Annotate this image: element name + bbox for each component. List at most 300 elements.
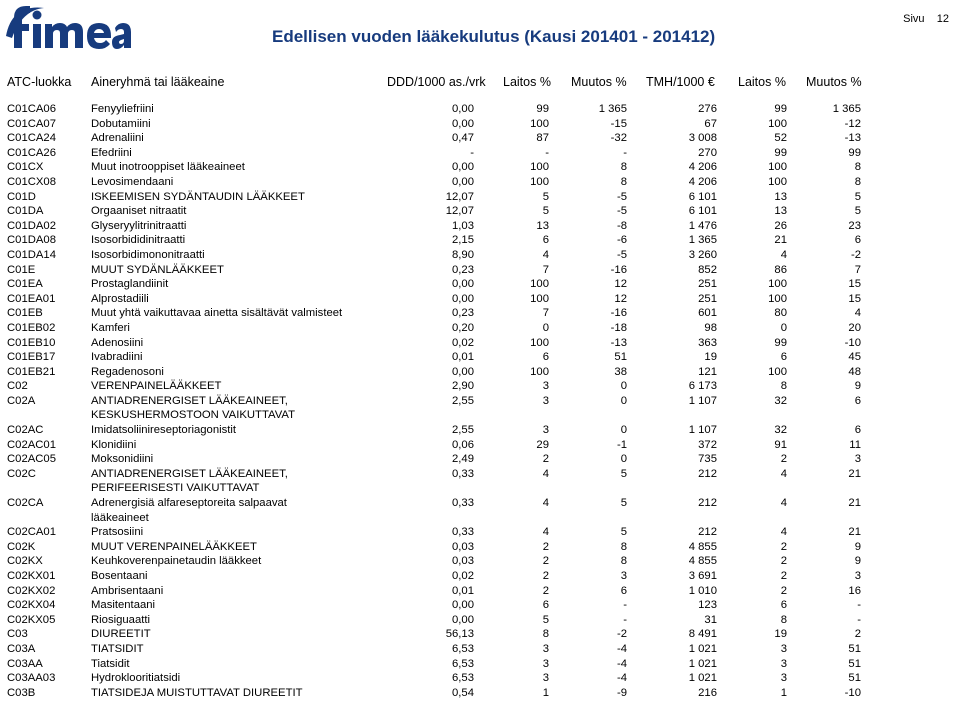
atc-code-cell: C02 (7, 380, 28, 393)
table-row (0, 321, 861, 336)
cost-hospital-share-cell: 80 (774, 307, 787, 320)
table-row (0, 336, 861, 351)
table-row (0, 365, 861, 380)
table-row (0, 263, 861, 278)
substance-name-cell: MUUT VERENPAINELÄÄKKEET (91, 540, 257, 553)
ddd-change-cell: -16 (610, 263, 627, 276)
table-row (0, 584, 861, 599)
cost-cell: 1 021 (688, 672, 717, 685)
cost-cell: 735 (698, 453, 717, 466)
ddd-change-cell: 38 (614, 365, 627, 378)
column-header: TMH/1000 € (646, 75, 715, 89)
substance-name-cell: DIUREETIT (91, 628, 151, 641)
cost-hospital-share-cell: 2 (780, 555, 787, 568)
ddd-cell: 0,02 (452, 336, 474, 349)
cost-cell: 601 (698, 307, 717, 320)
ddd-cell: 8,90 (452, 248, 474, 261)
ddd-change-cell: -4 (616, 672, 627, 685)
atc-code-cell: C01EB02 (7, 321, 56, 334)
ddd-hospital-share-cell: 100 (530, 161, 549, 174)
cost-change-cell: 5 (854, 205, 861, 218)
ddd-hospital-share-cell: 3 (542, 424, 549, 437)
cost-hospital-share-cell: 4 (780, 497, 787, 510)
table-row (0, 525, 861, 540)
ddd-cell: 0,00 (452, 161, 474, 174)
cost-cell: 1 021 (688, 642, 717, 655)
atc-code-cell: C02A (7, 394, 36, 407)
ddd-cell: 0,00 (452, 613, 474, 626)
cost-hospital-share-cell: 32 (774, 394, 787, 407)
cost-cell: 8 491 (688, 628, 717, 641)
substance-name-cell: TIATSIDIT (91, 642, 144, 655)
cost-change-cell: 3 (854, 453, 861, 466)
cost-change-cell: 51 (848, 672, 861, 685)
ddd-hospital-share-cell: 99 (536, 103, 549, 115)
atc-code-cell: C02KX (7, 555, 43, 568)
atc-code-cell: C02KX02 (7, 584, 56, 597)
cost-cell: 3 260 (688, 248, 717, 261)
cost-change-cell: 9 (854, 540, 861, 553)
atc-code-cell: C03B (7, 686, 36, 699)
ddd-cell: 0,03 (452, 555, 474, 568)
substance-name-cell: Tiatsidit (91, 657, 130, 670)
ddd-change-cell: -9 (616, 686, 627, 699)
cost-cell: 6 173 (688, 380, 717, 393)
cost-change-cell: -2 (850, 248, 861, 261)
substance-name-cell: Ivabradiini (91, 351, 143, 364)
ddd-cell: 0,00 (452, 175, 474, 188)
ddd-change-cell: 3 (620, 570, 627, 582)
ddd-change-cell: -8 (616, 219, 627, 232)
ddd-cell: 2,55 (452, 394, 474, 407)
atc-code-cell: C02KX01 (7, 570, 56, 582)
cost-cell: 1 107 (688, 424, 717, 437)
page-title: Edellisen vuoden lääkekulutus (Kausi 201401 - 201412) (272, 27, 716, 46)
cost-hospital-share-cell: 26 (774, 219, 787, 232)
table-row (0, 102, 861, 117)
substance-name-cell: Klonidiini (91, 438, 137, 451)
ddd-change-cell: 5 (620, 467, 627, 480)
atc-code-cell: C01E (7, 263, 36, 276)
ddd-cell: 0,00 (452, 103, 474, 115)
atc-code-cell: C01DA14 (7, 248, 56, 261)
ddd-cell: 0,23 (452, 307, 474, 320)
cost-hospital-share-cell: 2 (780, 584, 787, 597)
cost-hospital-share-cell: 8 (780, 613, 787, 626)
cost-cell: 4 206 (688, 161, 717, 174)
cost-cell: 4 855 (688, 555, 717, 568)
cost-change-cell: 23 (848, 219, 861, 232)
table-row (0, 671, 861, 686)
cost-cell: 6 101 (688, 190, 717, 203)
cost-change-cell: 5 (854, 190, 861, 203)
ddd-change-cell: 5 (620, 526, 627, 539)
cost-hospital-share-cell: 19 (774, 628, 787, 641)
ddd-change-cell: -4 (616, 642, 627, 655)
cost-cell: 121 (698, 365, 717, 378)
column-header: DDD/1000 as./vrk (387, 75, 486, 89)
ddd-cell: 0,00 (452, 365, 474, 378)
cost-hospital-share-cell: 99 (774, 103, 787, 115)
ddd-change-cell: -13 (610, 336, 627, 349)
substance-name-cell: Hydroklooritiatsidi (91, 672, 181, 685)
table-row (0, 175, 861, 190)
substance-name-cell (91, 467, 381, 496)
ddd-hospital-share-cell: 2 (542, 555, 549, 568)
cost-hospital-share-cell: 32 (774, 424, 787, 437)
ddd-hospital-share-cell: 5 (542, 613, 549, 626)
cost-cell: 852 (698, 263, 717, 276)
cost-cell: 1 476 (688, 219, 717, 232)
atc-code-cell: C03AA (7, 657, 43, 670)
cost-cell: 1 010 (688, 584, 717, 597)
ddd-change-cell: - (623, 599, 627, 612)
ddd-cell: 0,23 (452, 263, 474, 276)
atc-code-cell: C01DA02 (7, 219, 56, 232)
cost-cell: 123 (698, 599, 717, 612)
cost-hospital-share-cell: 4 (780, 248, 787, 261)
atc-code-cell: C02AC01 (7, 438, 56, 451)
cost-cell: 1 365 (688, 234, 717, 247)
ddd-hospital-share-cell: 6 (542, 599, 549, 612)
cost-change-cell: -12 (844, 117, 861, 130)
atc-code-cell: C02CA (7, 497, 44, 510)
substance-name-cell: Adenosiini (91, 336, 144, 349)
table-body (0, 102, 861, 700)
ddd-cell: 0,33 (452, 526, 474, 539)
cost-hospital-share-cell: 3 (780, 672, 787, 685)
substance-name-cell: Muut yhtä vaikuttavaa ainetta sisältävät valmisteet (91, 307, 343, 320)
ddd-change-cell: 0 (620, 394, 627, 407)
ddd-change-cell: 0 (620, 380, 627, 393)
cost-change-cell: 3 (854, 570, 861, 582)
atc-code-cell: C01CA24 (7, 132, 56, 145)
atc-code-cell: C01CA07 (7, 117, 56, 130)
substance-name-cell: Prostaglandiinit (91, 278, 169, 291)
cost-hospital-share-cell: 91 (774, 438, 787, 451)
cost-hospital-share-cell: 86 (774, 263, 787, 276)
substance-name-cell (91, 496, 381, 525)
table-row (0, 438, 861, 453)
ddd-hospital-share-cell: 1 (542, 686, 549, 699)
ddd-cell: 0,00 (452, 292, 474, 305)
ddd-hospital-share-cell: 6 (542, 234, 549, 247)
cost-change-cell: - (857, 599, 861, 612)
ddd-hospital-share-cell: 2 (542, 540, 549, 553)
cost-cell: 372 (698, 438, 717, 451)
column-header: ATC-luokka (7, 75, 72, 89)
atc-code-cell: C01EB (7, 307, 43, 320)
cost-cell: 216 (698, 686, 717, 699)
table-row (0, 613, 861, 628)
column-header: Muutos % (571, 75, 627, 89)
ddd-hospital-share-cell: 5 (542, 190, 549, 203)
cost-change-cell: 8 (854, 161, 861, 174)
atc-code-cell: C01EB21 (7, 365, 56, 378)
ddd-change-cell: 0 (620, 453, 627, 466)
atc-code-cell: C02AC (7, 424, 44, 437)
cost-change-cell: 6 (854, 234, 861, 247)
ddd-cell: - (470, 146, 474, 159)
cost-change-cell: -10 (844, 336, 861, 349)
page-indicator (903, 13, 949, 25)
ddd-hospital-share-cell: 100 (530, 336, 549, 349)
atc-code-cell: C03A (7, 642, 36, 655)
cost-hospital-share-cell: 99 (774, 336, 787, 349)
ddd-cell: 2,55 (452, 424, 474, 437)
ddd-change-cell: -4 (616, 657, 627, 670)
column-header: Aineryhmä tai lääkeaine (91, 75, 225, 89)
ddd-cell: 0,00 (452, 117, 474, 130)
ddd-hospital-share-cell: 29 (536, 438, 549, 451)
substance-name-cell: Imidatsoliinireseptoriagonistit (91, 424, 237, 437)
ddd-hospital-share-cell: 3 (542, 672, 549, 685)
table-row (0, 190, 861, 205)
substance-name-cell: TIATSIDEJA MUISTUTTAVAT DIUREETIT (91, 686, 303, 699)
ddd-hospital-share-cell: - (545, 146, 549, 159)
ddd-hospital-share-cell: 100 (530, 292, 549, 305)
atc-code-cell: C02AC05 (7, 453, 56, 466)
ddd-hospital-share-cell: 100 (530, 117, 549, 130)
table-row (0, 160, 861, 175)
table-row (0, 657, 861, 672)
cost-hospital-share-cell: 99 (774, 146, 787, 159)
ddd-cell: 12,07 (445, 190, 474, 203)
substance-name-cell: MUUT SYDÄNLÄÄKKEET (91, 263, 224, 276)
ddd-hospital-share-cell: 4 (542, 248, 549, 261)
cost-hospital-share-cell: 2 (780, 540, 787, 553)
ddd-change-cell: -6 (616, 234, 627, 247)
cost-change-cell: 9 (854, 555, 861, 568)
atc-code-cell: C02C (7, 467, 36, 480)
substance-name-cell: Riosiguaatti (91, 613, 151, 626)
ddd-cell: 0,47 (452, 132, 474, 145)
cost-cell: 4 206 (688, 175, 717, 188)
cost-cell: 212 (698, 497, 717, 510)
ddd-change-cell: -15 (610, 117, 627, 130)
cost-hospital-share-cell: 0 (780, 321, 787, 334)
table-row (0, 627, 861, 642)
ddd-cell: 6,53 (452, 642, 474, 655)
ddd-hospital-share-cell: 2 (542, 584, 549, 597)
cost-cell: 98 (704, 321, 717, 334)
substance-name-cell: Muut inotrooppiset lääkeaineet (91, 161, 245, 174)
cost-change-cell: 15 (848, 278, 861, 291)
ddd-change-cell: 8 (620, 555, 627, 568)
ddd-hospital-share-cell: 87 (536, 132, 549, 145)
ddd-cell: 0,01 (452, 584, 474, 597)
table-row (0, 146, 861, 161)
atc-code-cell: C01DA08 (7, 234, 56, 247)
substance-name-cell: Regadenosoni (91, 365, 164, 378)
cost-hospital-share-cell: 100 (768, 117, 787, 130)
atc-code-cell: C01EA01 (7, 292, 56, 305)
cost-cell: 4 855 (688, 540, 717, 553)
page-label: Sivu (903, 13, 925, 25)
table-row (0, 277, 861, 292)
substance-name-line: ANTIADRENERGISET LÄÄKEAINEET, (91, 394, 288, 407)
table-row (0, 131, 861, 146)
ddd-cell: 2,90 (452, 380, 474, 393)
ddd-hospital-share-cell: 3 (542, 394, 549, 407)
table-row (0, 540, 861, 555)
substance-name-cell: Dobutamiini (91, 117, 151, 130)
substance-name-cell: Isosorbididinitraatti (91, 234, 186, 247)
page-number: 12 (936, 13, 949, 25)
cost-change-cell: 6 (854, 394, 861, 407)
ddd-hospital-share-cell: 7 (542, 307, 549, 320)
column-header: Laitos % (503, 75, 551, 89)
table-row (0, 219, 861, 234)
table-row (0, 292, 861, 307)
substance-name-cell: Isosorbidimononitraatti (91, 248, 205, 261)
substance-name-line: lääkeaineet (91, 511, 149, 524)
atc-code-cell: C01EA (7, 278, 43, 291)
substance-name-cell: Pratsosiini (91, 526, 144, 539)
cost-change-cell: -13 (844, 132, 861, 145)
cost-change-cell: 45 (848, 351, 861, 364)
ddd-hospital-share-cell: 3 (542, 642, 549, 655)
table-row (0, 686, 861, 701)
ddd-cell: 56,13 (445, 628, 474, 641)
substance-name-cell: Keuhkoverenpainetaudin lääkkeet (91, 555, 262, 568)
cost-cell: 1 107 (688, 394, 717, 407)
cost-cell: 212 (698, 526, 717, 539)
substance-name-cell: Moksonidiini (91, 453, 154, 466)
cost-cell: 251 (698, 292, 717, 305)
ddd-cell: 0,00 (452, 599, 474, 612)
ddd-cell: 0,20 (452, 321, 474, 334)
ddd-cell: 0,00 (452, 278, 474, 291)
ddd-change-cell: - (623, 146, 627, 159)
atc-code-cell: C01CA06 (7, 103, 56, 115)
cost-hospital-share-cell: 13 (774, 205, 787, 218)
ddd-hospital-share-cell: 0 (542, 321, 549, 334)
table-row (0, 117, 861, 132)
cost-change-cell: 16 (848, 584, 861, 597)
ddd-hospital-share-cell: 8 (542, 628, 549, 641)
ddd-change-cell: 0 (620, 424, 627, 437)
cost-cell: 212 (698, 467, 717, 480)
ddd-hospital-share-cell: 4 (542, 526, 549, 539)
substance-name-cell: Alprostadiili (91, 292, 149, 305)
cost-change-cell: 11 (849, 438, 861, 451)
atc-code-cell: C01DA (7, 205, 44, 218)
column-header: Muutos % (806, 75, 862, 89)
cost-cell: 270 (698, 146, 717, 159)
ddd-change-cell: 12 (614, 278, 627, 291)
cost-change-cell: 9 (854, 380, 861, 393)
cost-hospital-share-cell: 6 (780, 599, 787, 612)
cost-hospital-share-cell: 100 (768, 175, 787, 188)
ddd-change-cell: 8 (620, 161, 627, 174)
cost-hospital-share-cell: 3 (780, 642, 787, 655)
cost-cell: 3 008 (688, 132, 717, 145)
cost-change-cell: 6 (854, 424, 861, 437)
ddd-change-cell: - (623, 613, 627, 626)
substance-name-line: ANTIADRENERGISET LÄÄKEAINEET, (91, 467, 288, 480)
ddd-change-cell: 5 (620, 497, 627, 510)
substance-name-line: Adrenergisiä alfareseptoreita salpaavat (91, 497, 287, 510)
ddd-cell: 0,33 (452, 497, 474, 510)
ddd-cell: 1,03 (452, 219, 474, 232)
cost-hospital-share-cell: 21 (774, 234, 787, 247)
ddd-change-cell: -16 (610, 307, 627, 320)
atc-code-cell: C01EB17 (7, 351, 56, 364)
substance-name-line: PERIFEERISESTI VAIKUTTAVAT (91, 482, 260, 495)
cost-hospital-share-cell: 6 (780, 351, 787, 364)
cost-cell: 251 (698, 278, 717, 291)
ddd-change-cell: -2 (616, 628, 627, 641)
atc-code-cell: C01EB10 (7, 336, 56, 349)
table-row (0, 423, 861, 438)
fimea-logo (4, 2, 132, 52)
table-row (0, 233, 861, 248)
ddd-cell: 0,06 (452, 438, 474, 451)
table-row (0, 467, 861, 496)
ddd-change-cell: 1 365 (598, 103, 627, 115)
cost-cell: 363 (698, 336, 717, 349)
ddd-change-cell: 8 (620, 175, 627, 188)
column-header-row (0, 75, 959, 91)
substance-name-cell (91, 394, 381, 423)
ddd-change-cell: 8 (620, 540, 627, 553)
table-row (0, 394, 861, 423)
cost-change-cell: 20 (848, 321, 861, 334)
cost-hospital-share-cell: 2 (780, 453, 787, 466)
substance-name-cell: Ambrisentaani (91, 584, 164, 597)
table-row (0, 350, 861, 365)
cost-change-cell: 8 (854, 175, 861, 188)
cost-cell: 19 (704, 351, 717, 364)
ddd-hospital-share-cell: 7 (542, 263, 549, 276)
ddd-cell: 0,01 (452, 351, 474, 364)
cost-change-cell: -10 (844, 686, 861, 699)
atc-code-cell: C02K (7, 540, 36, 553)
cost-change-cell: 4 (854, 307, 861, 320)
cost-hospital-share-cell: 3 (780, 657, 787, 670)
table-row (0, 496, 861, 525)
substance-name-cell: Adrenaliini (91, 132, 144, 145)
cost-change-cell: 21 (848, 497, 861, 510)
cost-hospital-share-cell: 100 (768, 278, 787, 291)
ddd-change-cell: -1 (616, 438, 627, 451)
ddd-cell: 0,33 (452, 467, 474, 480)
fimea-logo-mark (4, 2, 132, 52)
substance-name-cell: Efedriini (91, 146, 132, 159)
atc-code-cell: C01CX (7, 161, 44, 174)
ddd-change-cell: 12 (614, 292, 627, 305)
ddd-hospital-share-cell: 3 (542, 657, 549, 670)
cost-hospital-share-cell: 100 (768, 292, 787, 305)
cost-cell: 31 (704, 613, 717, 626)
cost-hospital-share-cell: 4 (780, 526, 787, 539)
substance-name-cell: ISKEEMISEN SYDÄNTAUDIN LÄÄKKEET (91, 190, 305, 203)
ddd-change-cell: -32 (610, 132, 627, 145)
atc-code-cell: C02KX05 (7, 613, 56, 626)
ddd-hospital-share-cell: 3 (542, 380, 549, 393)
cost-hospital-share-cell: 4 (780, 467, 787, 480)
substance-name-cell: Fenyyliefriini (91, 103, 154, 115)
ddd-change-cell: -5 (616, 205, 627, 218)
ddd-cell: 0,54 (452, 686, 474, 699)
cost-change-cell: 1 365 (832, 103, 861, 115)
ddd-hospital-share-cell: 13 (536, 219, 549, 232)
table-row (0, 569, 861, 584)
cost-cell: 276 (698, 103, 717, 115)
substance-name-cell: Levosimendaani (91, 175, 174, 188)
table-row (0, 554, 861, 569)
